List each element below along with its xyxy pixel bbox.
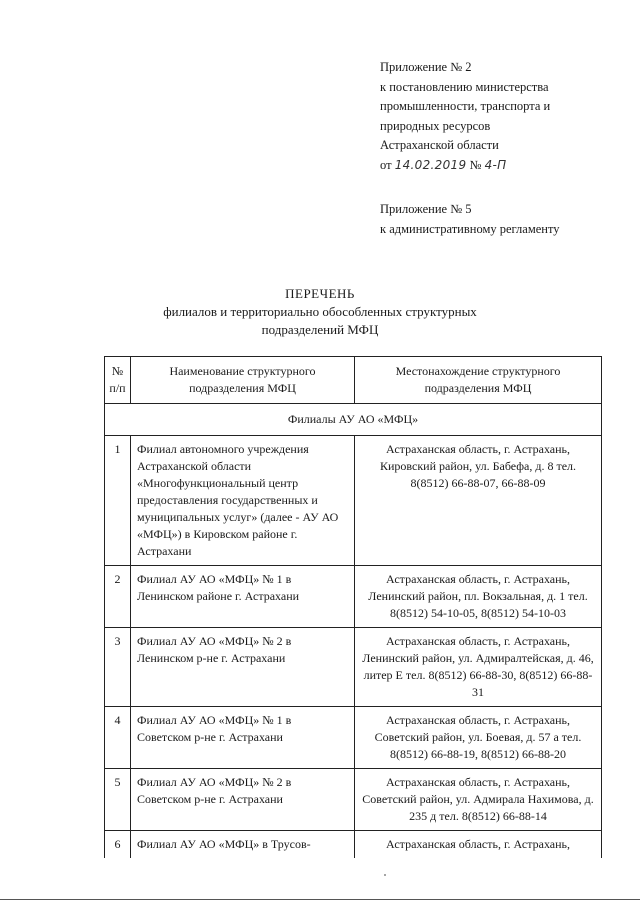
table-row bbox=[105, 769, 602, 831]
appendix-2-header bbox=[380, 58, 550, 175]
appendix-5-header bbox=[380, 200, 560, 239]
row-number: 6 bbox=[105, 831, 131, 859]
table-row bbox=[105, 566, 602, 628]
number-prefix: № bbox=[469, 157, 482, 172]
row-number: 1 bbox=[105, 436, 131, 566]
appendix-5-line2: к административному регламенту bbox=[380, 221, 560, 236]
section-title: Филиалы АУ АО «МФЦ» bbox=[105, 404, 602, 436]
title-line3: подразделений МФЦ bbox=[261, 322, 379, 337]
row-address: Астраханская область, г. Астрахань, Советский район, ул. Боевая, д. 57 а тел. 8(8512) 66-88-19, 8(8512) 66-88-20 bbox=[355, 707, 602, 769]
table-row bbox=[105, 707, 602, 769]
document-title bbox=[120, 285, 520, 339]
row-address: Астраханская область, г. Астрахань, Кировский район, ул. Бабефа, д. 8 тел. 8(8512) 66-88-07, 66-88-09 bbox=[355, 436, 602, 566]
title-heading: ПЕРЕЧЕНЬ bbox=[285, 286, 355, 301]
table-row bbox=[105, 436, 602, 566]
row-name: Филиал АУ АО «МФЦ» № 1 в Ленинском районе г. Астрахани bbox=[131, 566, 355, 628]
row-name: Филиал АУ АО «МФЦ» № 1 в Советском р-не г. Астрахани bbox=[131, 707, 355, 769]
header-number-line1: № bbox=[111, 364, 124, 378]
scan-edge-line bbox=[0, 899, 640, 900]
date-prefix: от bbox=[380, 157, 392, 172]
header-number-line2: п/п bbox=[109, 381, 126, 395]
row-name: Филиал автономного учреждения Астраханской области «Многофункциональный центр предоставления государственных и муниципальных услуг» (далее - АУ АО «МФЦ») в Кировском районе г. Астрахани bbox=[131, 436, 355, 566]
appendix-2-line1: Приложение № 2 bbox=[380, 60, 472, 74]
handwritten-number: 4-П bbox=[484, 157, 507, 172]
appendix-2-line5: Астраханской области bbox=[380, 138, 499, 152]
appendix-2-line4: природных ресурсов bbox=[380, 118, 491, 133]
handwritten-date: 14.02.2019 bbox=[394, 157, 467, 172]
header-name: Наименование структурного подразделения МФЦ bbox=[131, 357, 355, 404]
table-row bbox=[105, 628, 602, 707]
branches-table bbox=[104, 356, 602, 858]
appendix-2-line3: промышленности, транспорта и bbox=[380, 99, 551, 113]
appendix-2-line2: к постановлению министерства bbox=[380, 79, 549, 94]
row-address: Астраханская область, г. Астрахань, Советский район, ул. Адмирала Нахимова, д. 235 д тел. 8(8512) 66-88-14 bbox=[355, 769, 602, 831]
table-row bbox=[105, 831, 602, 859]
title-line2: филиалов и территориально обособленных структурных bbox=[163, 304, 477, 319]
header-address: Местонахождение структурного подразделения МФЦ bbox=[355, 357, 602, 404]
scan-speck bbox=[384, 874, 386, 876]
row-number: 3 bbox=[105, 628, 131, 707]
appendix-2-date-line bbox=[380, 156, 550, 176]
row-number: 5 bbox=[105, 769, 131, 831]
header-number bbox=[105, 357, 131, 404]
appendix-5-line1: Приложение № 5 bbox=[380, 202, 472, 216]
row-address: Астраханская область, г. Астрахань, Ленинский район, пл. Вокзальная, д. 1 тел. 8(8512) 54-10-05, 8(8512) 54-10-03 bbox=[355, 566, 602, 628]
row-name: Филиал АУ АО «МФЦ» № 2 в Советском р-не г. Астрахани bbox=[131, 769, 355, 831]
row-number: 4 bbox=[105, 707, 131, 769]
row-address: Астраханская область, г. Астрахань, Ленинский район, ул. Адмиралтейская, д. 46, литер Е тел. 8(8512) 66-88-30, 8(8512) 66-88-31 bbox=[355, 628, 602, 707]
row-name: Филиал АУ АО «МФЦ» № 2 в Ленинском р-не г. Астрахани bbox=[131, 628, 355, 707]
row-name: Филиал АУ АО «МФЦ» в Трусов- bbox=[131, 831, 355, 859]
section-row bbox=[105, 404, 602, 436]
table-header-row bbox=[105, 357, 602, 404]
row-number: 2 bbox=[105, 566, 131, 628]
row-address: Астраханская область, г. Астрахань, bbox=[355, 831, 602, 859]
